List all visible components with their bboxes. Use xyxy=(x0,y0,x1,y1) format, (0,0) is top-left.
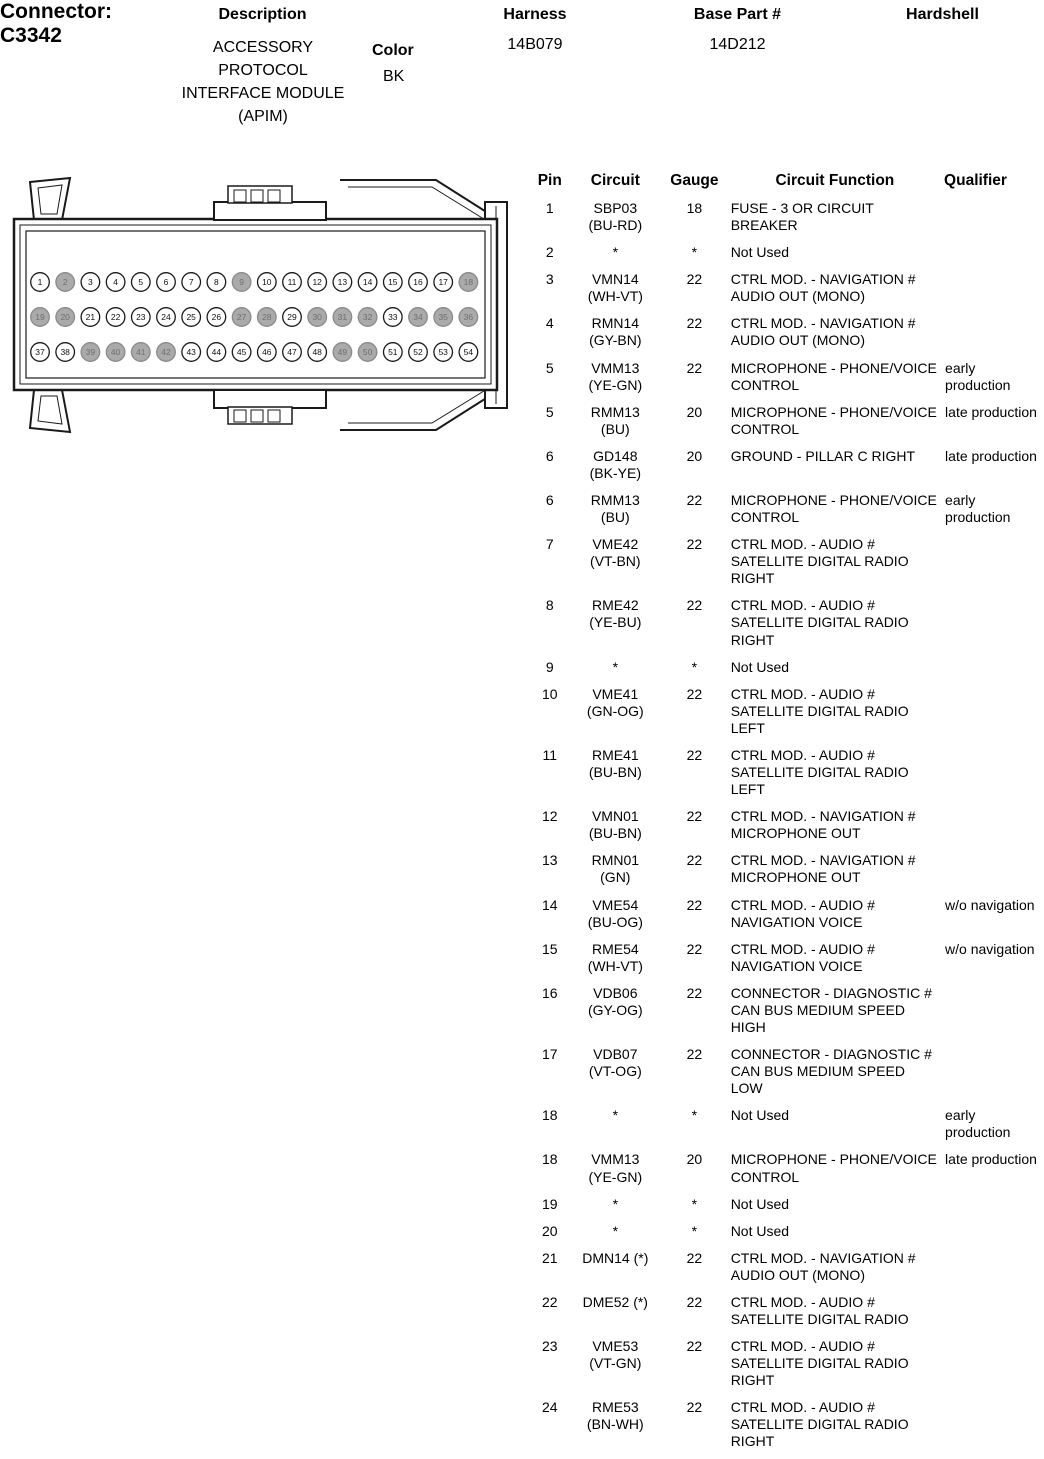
pin-number: 12 xyxy=(312,277,322,288)
circuit-color-code: (WH-VT) xyxy=(587,957,643,974)
pin-number: 3 xyxy=(88,277,93,288)
circuit-cell xyxy=(570,595,662,656)
pinout-row xyxy=(530,983,1042,1044)
function-cell: CONNECTOR - DIAGNOSTIC # CAN BUS MEDIUM SPEED LOW xyxy=(730,1046,932,1097)
pin-number: 21 xyxy=(85,312,96,323)
pin-number: 41 xyxy=(136,347,146,358)
circuit-code: RMM13 xyxy=(590,403,640,420)
function-cell: CTRL MOD. - NAVIGATION # AUDIO OUT (MONO) xyxy=(730,315,916,349)
pin-number: 37 xyxy=(35,347,45,358)
circuit-cell xyxy=(570,534,662,595)
circuit-color-code: (WH-VT) xyxy=(587,288,643,305)
function-cell: Not Used xyxy=(730,244,790,261)
circuit-code: VMN01 xyxy=(591,808,639,825)
pinout-header-row xyxy=(530,172,1042,198)
pin-cell: 13 xyxy=(541,852,558,869)
qualifier-cell: late production xyxy=(945,447,1037,464)
description-value: ACCESSORY PROTOCOL INTERFACE MODULE (APIM) xyxy=(181,39,345,125)
pin-cell: 12 xyxy=(541,808,558,825)
function-cell: MICROPHONE - PHONE/VOICE CONTROL xyxy=(730,1151,937,1185)
qualifier-cell xyxy=(942,1292,1042,1336)
pin-number: 16 xyxy=(413,277,423,288)
circuit-code: VMN14 xyxy=(591,271,639,288)
pin-number: 31 xyxy=(337,312,348,323)
function-cell: CTRL MOD. - AUDIO # SATELLITE DIGITAL RADIO LEFT xyxy=(730,746,909,798)
pin-number: 18 xyxy=(463,277,474,288)
gauge-cell: * xyxy=(691,244,698,261)
circuit-cell xyxy=(570,850,662,894)
pin-number: 23 xyxy=(136,312,146,323)
circuit-code: * xyxy=(612,658,619,675)
connector-chamfer-bottom-right-inner xyxy=(348,386,492,423)
circuit-color-code: (BK-YE) xyxy=(589,464,641,481)
function-cell: Not Used xyxy=(730,1195,790,1212)
circuit-cell xyxy=(570,1044,662,1105)
pin-cell: 5 xyxy=(545,359,554,376)
pin-number: 24 xyxy=(161,312,171,323)
pin-header: Pin xyxy=(537,172,562,189)
function-cell: CTRL MOD. - NAVIGATION # MICROPHONE OUT xyxy=(730,808,916,842)
circuit-code: RME42 xyxy=(591,597,639,614)
circuit-code: RMN01 xyxy=(591,852,640,869)
circuit-color-code: (BN-WH) xyxy=(586,1416,644,1433)
circuit-code: * xyxy=(612,1107,619,1124)
pin-cell: 15 xyxy=(541,940,558,957)
circuit-code: RME41 xyxy=(591,746,639,763)
pin-number: 19 xyxy=(35,312,45,323)
circuit-cell xyxy=(570,745,662,806)
circuit-header: Circuit xyxy=(590,172,640,189)
function-cell: Not Used xyxy=(730,1222,790,1239)
gauge-cell: 22 xyxy=(686,1046,703,1063)
function-cell: CTRL MOD. - AUDIO # SATELLITE DIGITAL RADIO RIGHT xyxy=(730,1338,909,1389)
pin-cell: 6 xyxy=(545,447,554,464)
harness-value: 14B079 xyxy=(507,36,563,53)
pin-number: 44 xyxy=(211,347,222,358)
circuit-cell xyxy=(570,1105,662,1149)
pin-number: 4 xyxy=(113,277,118,288)
lock-tab-bottom-slot-3 xyxy=(268,410,280,422)
pin-number: 14 xyxy=(362,277,373,288)
circuit-cell xyxy=(570,446,662,490)
gauge-cell: 20 xyxy=(686,447,703,464)
qualifier-cell xyxy=(942,1248,1042,1292)
lock-tab-top-slot-3 xyxy=(268,190,280,202)
gauge-cell: 22 xyxy=(686,746,703,763)
pinout-row xyxy=(530,313,1042,357)
circuit-cell xyxy=(570,1194,662,1221)
gauge-cell: 22 xyxy=(686,852,703,869)
circuit-code: RMM13 xyxy=(590,492,640,509)
pin-cell: 18 xyxy=(541,1151,558,1168)
circuit-cell xyxy=(570,1397,662,1458)
pinout-row xyxy=(530,198,1042,242)
function-cell: CTRL MOD. - AUDIO # SATELLITE DIGITAL RADIO RIGHT xyxy=(730,1399,909,1450)
circuit-code: DMN14 (*) xyxy=(582,1249,649,1266)
function-cell: CTRL MOD. - NAVIGATION # MICROPHONE OUT xyxy=(730,852,916,886)
pin-number: 27 xyxy=(236,312,247,323)
gauge-cell: 22 xyxy=(686,492,703,509)
color-label: Color xyxy=(372,42,414,59)
pinout-table xyxy=(530,172,1042,1459)
function-header: Circuit Function xyxy=(775,172,895,189)
circuit-code: RME53 xyxy=(591,1399,639,1416)
circuit-color-code: (BU-BN) xyxy=(588,825,642,842)
circuit-cell xyxy=(570,242,662,269)
pin-number: 38 xyxy=(60,347,70,358)
pin-number: 49 xyxy=(337,347,348,358)
gauge-cell: 22 xyxy=(686,896,703,913)
function-cell: CTRL MOD. - AUDIO # SATELLITE DIGITAL RADIO xyxy=(730,1293,909,1327)
circuit-code: VME54 xyxy=(592,896,639,913)
pin-number: 20 xyxy=(60,312,70,323)
qualifier-cell xyxy=(942,745,1042,806)
circuit-cell xyxy=(570,1336,662,1397)
function-cell: CTRL MOD. - AUDIO # NAVIGATION VOICE xyxy=(730,940,875,974)
gauge-cell: * xyxy=(691,1107,698,1124)
qualifier-cell: early production xyxy=(945,1107,1011,1141)
pin-number: 36 xyxy=(463,312,474,323)
circuit-color-code: (BU) xyxy=(600,509,630,526)
pin-cell: 16 xyxy=(541,984,558,1001)
circuit-color-code: (YE-GN) xyxy=(588,1168,643,1185)
function-cell: CTRL MOD. - AUDIO # SATELLITE DIGITAL RADIO LEFT xyxy=(730,685,909,736)
gauge-cell: 22 xyxy=(686,1293,703,1310)
circuit-code: DME52 (*) xyxy=(582,1293,648,1310)
pinout-row xyxy=(530,1194,1042,1221)
qualifier-cell xyxy=(942,850,1042,894)
pin-number: 45 xyxy=(236,347,247,358)
gauge-cell: 22 xyxy=(686,808,703,825)
circuit-code: RMN14 xyxy=(591,315,640,332)
circuit-code: GD148 xyxy=(593,447,638,464)
pinout-row xyxy=(530,895,1042,939)
pin-number: 26 xyxy=(211,312,222,323)
gauge-cell: 22 xyxy=(686,271,703,288)
gauge-cell: 22 xyxy=(686,359,703,376)
qualifier-cell xyxy=(942,198,1042,242)
base-part-value: 14D212 xyxy=(709,36,766,53)
lock-tab-top-slot-2 xyxy=(251,190,263,202)
pin-cell: 21 xyxy=(541,1249,558,1266)
pin-number: 46 xyxy=(262,347,272,358)
qualifier-cell xyxy=(942,1336,1042,1397)
circuit-cell xyxy=(570,402,662,446)
pinout-row xyxy=(530,1149,1042,1193)
qualifier-cell xyxy=(942,534,1042,595)
pinout-table-body xyxy=(530,198,1042,1459)
qualifier-header: Qualifier xyxy=(944,172,1007,189)
pinout-row xyxy=(530,1105,1042,1149)
pin-number: 2 xyxy=(62,277,68,288)
color-value: BK xyxy=(383,68,405,85)
qualifier-cell xyxy=(942,242,1042,269)
circuit-color-code: (GY-BN) xyxy=(589,332,642,349)
pinout-row xyxy=(530,806,1042,850)
circuit-code: VDB07 xyxy=(593,1046,638,1063)
circuit-cell xyxy=(570,198,662,242)
pin-number: 50 xyxy=(362,347,373,358)
pin-number: 33 xyxy=(388,312,398,323)
pin-number: 22 xyxy=(110,312,121,323)
circuit-color-code: (YE-BU) xyxy=(589,614,642,631)
pin-cell: 11 xyxy=(542,746,558,763)
function-cell: MICROPHONE - PHONE/VOICE CONTROL xyxy=(730,403,937,437)
pin-number: 13 xyxy=(337,277,348,288)
pin-number: 35 xyxy=(438,312,448,323)
lock-tab-top xyxy=(214,202,326,220)
pin-number: 32 xyxy=(362,312,373,323)
gauge-cell: 18 xyxy=(686,200,703,216)
circuit-code: VDB06 xyxy=(593,984,638,1001)
pin-number: 53 xyxy=(438,347,448,358)
connector-diagram xyxy=(8,172,513,462)
pin-cell: 23 xyxy=(541,1338,558,1355)
pin-cell: 5 xyxy=(545,403,554,420)
circuit-cell xyxy=(570,983,662,1044)
pin-number: 30 xyxy=(312,312,322,323)
pin-number: 47 xyxy=(287,347,297,358)
pin-number: 28 xyxy=(262,312,272,323)
pin-number: 42 xyxy=(161,347,171,358)
circuit-color-code: (YE-GN) xyxy=(588,376,643,393)
pin-number: 43 xyxy=(186,347,196,358)
qualifier-cell xyxy=(942,1221,1042,1248)
pin-number: 52 xyxy=(413,347,423,358)
gauge-cell: 22 xyxy=(686,536,703,553)
lock-tab-bottom xyxy=(214,390,326,408)
function-cell: MICROPHONE - PHONE/VOICE CONTROL xyxy=(730,359,937,393)
pin-cell: 19 xyxy=(541,1195,558,1212)
pin-cell: 9 xyxy=(545,658,554,675)
circuit-cell xyxy=(570,1149,662,1193)
pin-cell: 24 xyxy=(541,1399,558,1416)
pinout-row xyxy=(530,358,1042,402)
harness-label: Harness xyxy=(503,6,567,23)
qualifier-cell xyxy=(942,657,1042,684)
pinout-row xyxy=(530,850,1042,894)
circuit-color-code: (VT-BN) xyxy=(590,553,641,570)
pinout-table-head xyxy=(530,172,1042,198)
circuit-cell xyxy=(570,1248,662,1292)
circuit-code: RME54 xyxy=(591,940,639,957)
gauge-cell: 22 xyxy=(686,315,703,332)
connector-label: Connector: xyxy=(0,0,112,23)
gauge-cell: 22 xyxy=(686,940,703,957)
gauge-cell: 22 xyxy=(686,1249,703,1266)
pin-cell: 14 xyxy=(541,896,558,913)
circuit-code: SBP03 xyxy=(593,200,638,216)
gauge-cell: 22 xyxy=(686,1399,703,1416)
circuit-color-code: (BU-BN) xyxy=(588,764,642,781)
lock-tab-bottom-slot-1 xyxy=(234,410,246,422)
pinout-row xyxy=(530,1292,1042,1336)
function-cell: CTRL MOD. - AUDIO # SATELLITE DIGITAL RADIO RIGHT xyxy=(730,536,909,587)
circuit-color-code: (GN-OG) xyxy=(586,702,644,719)
pin-number: 48 xyxy=(312,347,322,358)
pin-cell: 1 xyxy=(545,200,554,216)
qualifier-cell xyxy=(942,1397,1042,1458)
circuit-cell xyxy=(570,490,662,534)
qualifier-cell xyxy=(942,806,1042,850)
pinout-row xyxy=(530,490,1042,534)
circuit-cell xyxy=(570,806,662,850)
circuit-code: VME42 xyxy=(592,536,639,553)
pinout-row xyxy=(530,1397,1042,1458)
qualifier-cell xyxy=(942,313,1042,357)
pinout-row xyxy=(530,1336,1042,1397)
qualifier-cell: early production xyxy=(945,359,1011,393)
pin-cell: 8 xyxy=(545,597,554,614)
pin-number: 15 xyxy=(388,277,398,288)
function-cell: CTRL MOD. - NAVIGATION # AUDIO OUT (MONO) xyxy=(730,1249,916,1283)
pinout-row xyxy=(530,269,1042,313)
qualifier-cell: late production xyxy=(945,1151,1037,1168)
pinout-row xyxy=(530,595,1042,656)
circuit-color-code: (GY-OG) xyxy=(587,1001,643,1018)
pin-number: 7 xyxy=(188,277,194,288)
circuit-code: * xyxy=(612,1195,619,1212)
circuit-code: * xyxy=(612,244,619,261)
qualifier-cell: late production xyxy=(945,403,1037,420)
function-cell: GROUND - PILLAR C RIGHT xyxy=(730,447,916,464)
pin-cell: 3 xyxy=(545,271,554,288)
pinout-row xyxy=(530,242,1042,269)
qualifier-cell: w/o navigation xyxy=(945,940,1035,957)
gauge-cell: 20 xyxy=(686,403,703,420)
pin-cell: 18 xyxy=(541,1107,558,1124)
function-cell: CTRL MOD. - AUDIO # SATELLITE DIGITAL RADIO RIGHT xyxy=(730,597,909,648)
pin-cell: 17 xyxy=(541,1046,558,1063)
pin-number: 25 xyxy=(186,312,196,323)
pin-number: 5 xyxy=(138,277,144,288)
circuit-cell xyxy=(570,895,662,939)
qualifier-cell xyxy=(942,1044,1042,1105)
pin-cell: 20 xyxy=(541,1222,558,1239)
circuit-color-code: (BU-OG) xyxy=(587,913,643,930)
pin-number: 40 xyxy=(110,347,121,358)
circuit-cell xyxy=(570,939,662,983)
connector-id: C3342 xyxy=(0,24,62,47)
pinout-row xyxy=(530,1221,1042,1248)
gauge-cell: * xyxy=(691,1222,698,1239)
pinout-row xyxy=(530,1044,1042,1105)
qualifier-cell xyxy=(942,595,1042,656)
pin-cell: 10 xyxy=(541,685,558,702)
circuit-color-code: (BU) xyxy=(600,420,630,437)
qualifier-cell xyxy=(942,1194,1042,1221)
pinout-row xyxy=(530,534,1042,595)
circuit-color-code: (BU-RD) xyxy=(588,217,643,234)
pinout-row xyxy=(530,939,1042,983)
pin-number: 9 xyxy=(239,277,244,288)
function-cell: CTRL MOD. - AUDIO # NAVIGATION VOICE xyxy=(730,896,875,930)
circuit-cell xyxy=(570,1292,662,1336)
function-cell: CONNECTOR - DIAGNOSTIC # CAN BUS MEDIUM SPEED HIGH xyxy=(730,984,932,1035)
gauge-cell: 22 xyxy=(686,1338,703,1355)
hardshell-label: Hardshell xyxy=(906,6,979,23)
pin-number: 51 xyxy=(388,347,398,358)
pin-number: 54 xyxy=(463,347,474,358)
gauge-cell: 22 xyxy=(686,984,703,1001)
function-cell: CTRL MOD. - NAVIGATION # AUDIO OUT (MONO) xyxy=(730,271,916,305)
circuit-color-code: (VT-GN) xyxy=(589,1355,642,1372)
circuit-color-code: (GN) xyxy=(600,869,631,886)
pin-cell: 22 xyxy=(541,1293,558,1310)
pin-number: 6 xyxy=(163,277,169,288)
circuit-color-code: (VT-OG) xyxy=(588,1063,642,1080)
pin-number: 34 xyxy=(413,312,423,323)
pinout-row xyxy=(530,446,1042,490)
qualifier-cell: early production xyxy=(945,492,1011,526)
gauge-cell: 20 xyxy=(686,1151,703,1168)
circuit-cell xyxy=(570,684,662,745)
pinout-row xyxy=(530,1248,1042,1292)
circuit-cell xyxy=(570,1221,662,1248)
lock-tab-top-slot-1 xyxy=(234,190,246,202)
pinout-row xyxy=(530,657,1042,684)
circuit-code: VME41 xyxy=(592,685,639,702)
gauge-cell: 22 xyxy=(686,685,703,702)
circuit-code: * xyxy=(612,1222,619,1239)
pin-cell: 2 xyxy=(545,244,554,261)
pin-number: 1 xyxy=(37,277,43,288)
lock-tab-bottom-slot-2 xyxy=(251,410,263,422)
pinout-row xyxy=(530,402,1042,446)
connector-header xyxy=(0,0,1044,125)
circuit-code: VMM13 xyxy=(591,1151,640,1168)
function-cell: Not Used xyxy=(730,658,790,675)
circuit-cell xyxy=(570,269,662,313)
pinout-row xyxy=(530,684,1042,745)
gauge-cell: 22 xyxy=(686,597,703,614)
pin-cell: 7 xyxy=(545,536,554,553)
function-cell: FUSE - 3 OR CIRCUIT BREAKER xyxy=(730,200,874,234)
function-cell: MICROPHONE - PHONE/VOICE CONTROL xyxy=(730,492,937,526)
circuit-code: VME53 xyxy=(592,1338,639,1355)
function-cell: Not Used xyxy=(730,1107,790,1124)
pin-cell: 6 xyxy=(545,492,554,509)
pin-number: 11 xyxy=(287,277,297,288)
qualifier-cell xyxy=(942,269,1042,313)
circuit-cell xyxy=(570,657,662,684)
gauge-cell: * xyxy=(691,658,698,675)
gauge-header: Gauge xyxy=(670,172,719,189)
pinout-row xyxy=(530,745,1042,806)
qualifier-cell: w/o navigation xyxy=(945,896,1035,913)
pin-number: 10 xyxy=(262,277,272,288)
pin-number: 29 xyxy=(287,312,297,323)
qualifier-cell xyxy=(942,684,1042,745)
description-label: Description xyxy=(218,6,307,23)
circuit-cell xyxy=(570,313,662,357)
qualifier-cell xyxy=(942,983,1042,1044)
pin-number: 8 xyxy=(214,277,219,288)
pin-cell: 4 xyxy=(545,315,554,332)
circuit-cell xyxy=(570,358,662,402)
gauge-cell: * xyxy=(691,1195,698,1212)
pin-number: 39 xyxy=(85,347,96,358)
base-part-label: Base Part # xyxy=(693,6,782,23)
circuit-code: VMM13 xyxy=(591,359,640,376)
pin-number: 17 xyxy=(438,277,448,288)
